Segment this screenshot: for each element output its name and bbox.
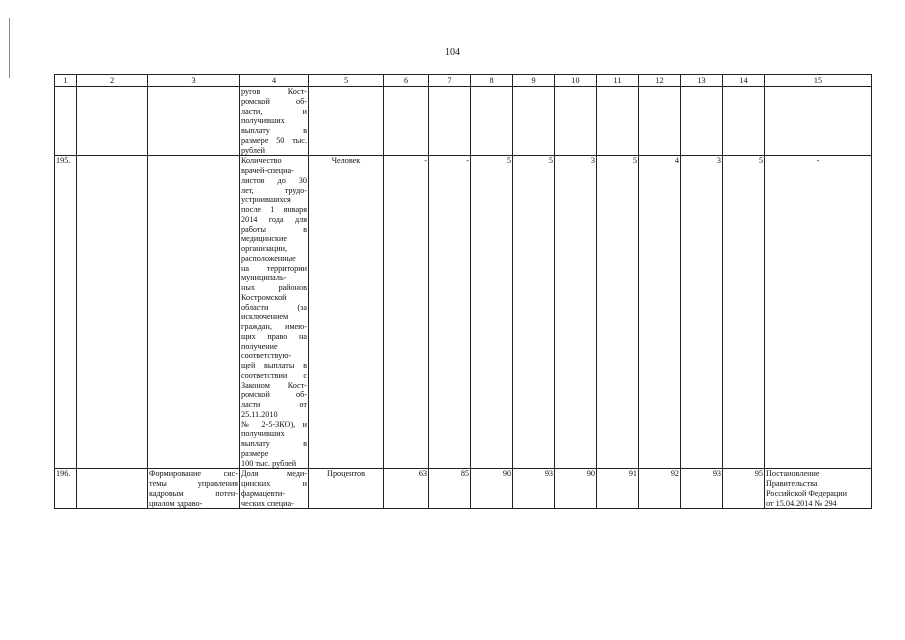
indicator-text-line: получивших xyxy=(241,116,285,126)
basis-text-line: - xyxy=(816,156,820,166)
indicator-text-line: лет, трудо- xyxy=(241,185,307,195)
indicator-text-line: получивших xyxy=(241,429,285,439)
indicator-text-line: работы в xyxy=(241,224,307,234)
basis-text-line: Российской Федерации xyxy=(766,488,848,498)
value-cell xyxy=(471,87,513,156)
value-cell xyxy=(723,87,765,156)
indicator-text-line: ческих специа- xyxy=(241,498,294,508)
indicator-text-line: рублей xyxy=(241,145,266,155)
column-number: 15 xyxy=(765,75,872,87)
task-text-line: темы управления xyxy=(149,479,238,488)
indicator-text-line: медицинские xyxy=(241,234,288,244)
task-cell xyxy=(148,156,240,469)
measure-cell xyxy=(77,469,148,509)
indicator-text-line: Законом Кост- xyxy=(241,380,307,390)
column-number: 14 xyxy=(723,75,765,87)
measure-cell xyxy=(77,156,148,469)
indicator-text-line: получение xyxy=(241,341,278,351)
column-number: 2 xyxy=(77,75,148,87)
indicator-cell xyxy=(240,156,309,469)
indicator-text-line: выплату в xyxy=(241,126,307,135)
indicator-text-line: исключением xyxy=(241,312,289,322)
indicator-text-line: ругов Кост- xyxy=(241,87,307,96)
value-cell: - xyxy=(384,156,429,469)
indicator-text-line: муниципаль- xyxy=(241,273,287,283)
indicator-text-line: цинских и xyxy=(241,479,307,488)
indicator-text-line: соответствии с xyxy=(241,370,307,380)
indicator-cell xyxy=(240,469,309,509)
indicator-text-line: на территории xyxy=(241,263,307,273)
indicator-text-line: листов до 30 xyxy=(241,175,307,185)
indicator-text-line: щей выплаты в xyxy=(241,361,307,370)
value-cell xyxy=(597,87,639,156)
indicator-text-line: выплату в xyxy=(241,439,307,448)
indicator-text-line: области (за xyxy=(241,302,307,312)
value-cell xyxy=(555,87,597,156)
basis-cell xyxy=(765,87,872,156)
indicator-text-line: размере 50 тыс. xyxy=(241,135,307,145)
value-cell: 5 xyxy=(723,156,765,469)
value-cell: 63 xyxy=(384,469,429,509)
task-cell xyxy=(148,87,240,156)
indicator-text-line: 100 тыс. рублей xyxy=(241,458,297,468)
indicator-text-line: Количество xyxy=(241,156,282,166)
column-number-row xyxy=(55,75,872,87)
value-cell: 3 xyxy=(681,156,723,469)
task-text-line: циалом здраво- xyxy=(149,498,203,508)
value-cell: 90 xyxy=(555,469,597,509)
value-cell xyxy=(429,87,471,156)
page-number: 104 xyxy=(445,47,460,58)
indicator-text-line: устроившихся xyxy=(241,195,291,205)
table-row xyxy=(55,469,872,509)
task-text-line: Формирование сис- xyxy=(149,469,238,479)
column-number: 3 xyxy=(148,75,240,87)
indicator-text-line: соответствую- xyxy=(241,351,292,361)
measure-cell xyxy=(77,87,148,156)
task-cell xyxy=(148,469,240,509)
indicator-text-line: ромской об- xyxy=(241,96,307,106)
basis-text-line: Правительства xyxy=(766,479,818,488)
value-cell: 90 xyxy=(471,469,513,509)
table-row xyxy=(55,156,872,469)
value-cell xyxy=(639,87,681,156)
indicator-text-line: № 2-5-ЗКО), и xyxy=(241,419,307,429)
indicator-text-line: после 1 января xyxy=(241,205,307,214)
column-number: 6 xyxy=(384,75,429,87)
indicator-table xyxy=(54,74,872,509)
column-number: 7 xyxy=(429,75,471,87)
column-number: 9 xyxy=(513,75,555,87)
indicator-text-line: Доля меди- xyxy=(241,469,307,479)
value-cell xyxy=(681,87,723,156)
unit-cell xyxy=(309,87,384,156)
indicator-text-line: размере xyxy=(241,448,269,458)
column-number: 4 xyxy=(240,75,309,87)
value-cell: - xyxy=(429,156,471,469)
indicator-text-line: 25.11.2010 xyxy=(241,409,278,419)
basis-cell xyxy=(765,156,872,469)
unit-cell: Процентов xyxy=(309,469,384,509)
basis-text-line: Постановление xyxy=(766,469,820,479)
column-number: 5 xyxy=(309,75,384,87)
column-number: 1 xyxy=(55,75,77,87)
indicator-text-line: Костромской xyxy=(241,292,287,302)
value-cell xyxy=(384,87,429,156)
indicator-text-line: ромской об- xyxy=(241,390,307,400)
value-cell: 93 xyxy=(513,469,555,509)
indicator-text-line: щих право на xyxy=(241,331,307,341)
unit-cell: Человек xyxy=(309,156,384,469)
column-number: 8 xyxy=(471,75,513,87)
basis-cell xyxy=(765,469,872,509)
indicator-cell xyxy=(240,87,309,156)
value-cell: 93 xyxy=(681,469,723,509)
indicator-text-line: ных районов xyxy=(241,283,307,292)
value-cell: 92 xyxy=(639,469,681,509)
value-cell: 95 xyxy=(723,469,765,509)
value-cell: 91 xyxy=(597,469,639,509)
value-cell: 5 xyxy=(597,156,639,469)
indicator-text-line: 2014 года для xyxy=(241,214,307,224)
indicator-text-line: организации, xyxy=(241,244,288,253)
basis-text-line: от 15.04.2014 № 294 xyxy=(766,498,837,508)
value-cell xyxy=(513,87,555,156)
column-number: 13 xyxy=(681,75,723,87)
indicator-text-line: врачей-специа- xyxy=(241,166,294,175)
table-row xyxy=(55,87,872,156)
value-cell: 5 xyxy=(471,156,513,469)
row-number: 196. xyxy=(55,469,77,509)
task-text-line: кадровым потен- xyxy=(149,488,238,498)
row-number: 195. xyxy=(55,156,77,469)
column-number: 11 xyxy=(597,75,639,87)
indicator-text-line: расположенные xyxy=(241,253,296,263)
value-cell: 3 xyxy=(555,156,597,469)
value-cell: 85 xyxy=(429,469,471,509)
indicator-text-line: ласти от xyxy=(241,400,307,409)
column-number: 12 xyxy=(639,75,681,87)
row-number xyxy=(55,87,77,156)
indicator-text-line: граждан, имею- xyxy=(241,322,307,331)
value-cell: 5 xyxy=(513,156,555,469)
indicator-text-line: ласти, и xyxy=(241,106,307,116)
value-cell: 4 xyxy=(639,156,681,469)
indicator-text-line: фармацевти- xyxy=(241,488,286,498)
column-number: 10 xyxy=(555,75,597,87)
